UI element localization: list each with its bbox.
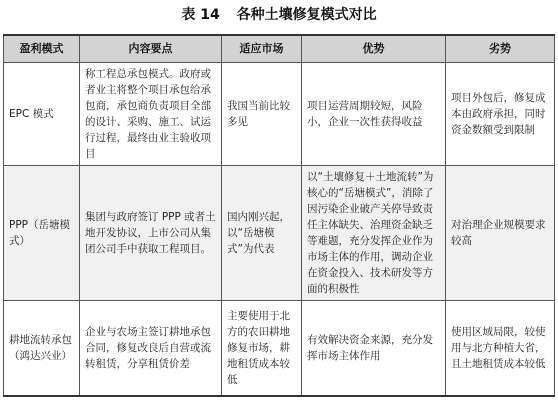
header-advantage: 优势	[302, 35, 446, 63]
table-title	[0, 4, 558, 26]
cell-market: 国内刚兴起，以“岳塘模式”为代表	[222, 166, 302, 301]
cell-advantage: 以“土壤修复＋土地流转”为核心的“岳塘模式”，消除了因污染企业破产关停导致责任主体缺失、治理资金缺乏等难题，充分发挥企业作为市场主体的作用，调动企业在资金投入、技术研发等方面的积极性	[302, 166, 446, 301]
table-title-text: 各种土壤修复模式对比	[236, 7, 377, 23]
table-row	[4, 166, 555, 301]
cell-disadvantage: 对治理企业规模要求较高	[446, 166, 555, 301]
cell-disadvantage: 使用区域局限，较使用与北方种植大省，且土地租赁成本较低	[446, 301, 555, 397]
cell-advantage: 项目运营周期较短，风险小，企业一次性获得收益	[302, 63, 446, 166]
comparison-table	[3, 34, 555, 397]
cell-mode: EPC 模式	[4, 63, 80, 166]
cell-mode: PPP（岳塘模式）	[4, 166, 80, 301]
cell-content: 集团与政府签订 PPP 或者土地开发协议，上市公司从集团公司手中获取工程项目。	[80, 166, 222, 301]
table-row	[4, 301, 555, 397]
cell-advantage: 有效解决资金来源，充分发挥市场主体作用	[302, 301, 446, 397]
cell-market: 主要使用于北方的农田耕地修复市场，耕地租赁成本较低	[222, 301, 302, 397]
cell-market: 我国当前比较多见	[222, 63, 302, 166]
cell-content: 称工程总承包模式。政府或者业主将整个项目承包给承包商，承包商负责项目全部的设计、采购、施工、试运行过程，最终由业主验收项目	[80, 63, 222, 166]
header-mode: 盈利模式	[4, 35, 80, 63]
header-content: 内容要点	[80, 35, 222, 63]
cell-disadvantage: 项目外包后，修复成本由政府承担，同时资金数额受到限制	[446, 63, 555, 166]
header-disadvantage: 劣势	[446, 35, 555, 63]
cell-content: 企业与农场主签订耕地承包合同，修复改良后自营或流转租赁，分享租赁价差	[80, 301, 222, 397]
table-number: 表 14	[181, 7, 220, 23]
cell-mode: 耕地流转承包（鸿达兴业）	[4, 301, 80, 397]
header-market: 适应市场	[222, 35, 302, 63]
table-row	[4, 63, 555, 166]
table-header-row	[4, 35, 555, 63]
